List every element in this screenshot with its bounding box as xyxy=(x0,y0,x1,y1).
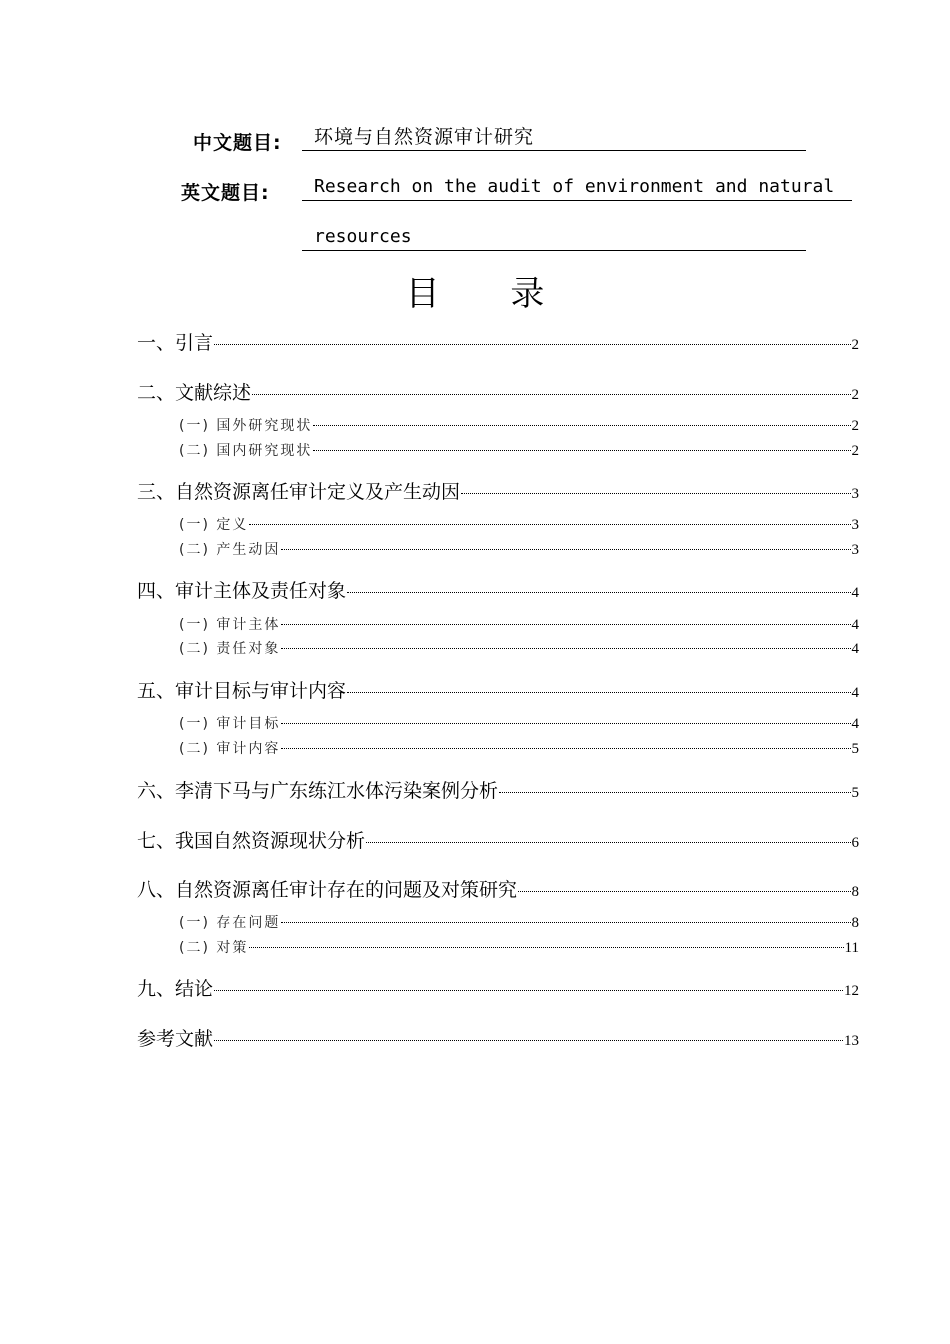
toc-entry[interactable] xyxy=(179,514,859,534)
toc-entry-text: (二) 产生动因 xyxy=(179,542,281,558)
toc-entry[interactable] xyxy=(137,477,859,504)
toc-leader xyxy=(249,524,850,525)
toc-entry-text: (二) 对策 xyxy=(179,940,249,956)
toc-entry[interactable] xyxy=(137,328,859,355)
toc-heading: 目 录 xyxy=(405,274,575,314)
toc-leader xyxy=(249,947,843,948)
toc-entry[interactable] xyxy=(179,937,859,957)
toc-entry[interactable] xyxy=(137,676,859,703)
toc-entry-text: (一) 审计目标 xyxy=(179,716,281,732)
toc-entry-page: 12 xyxy=(844,983,859,999)
toc-entry[interactable] xyxy=(179,738,859,758)
toc-entry-page: 3 xyxy=(851,517,859,533)
toc-entry[interactable] xyxy=(179,415,859,435)
toc-entry-page: 2 xyxy=(851,443,859,459)
toc-entry[interactable] xyxy=(179,713,859,733)
toc-leader xyxy=(281,549,850,550)
toc-entry[interactable] xyxy=(137,974,859,1001)
toc-leader xyxy=(499,792,850,793)
toc-entry[interactable] xyxy=(137,776,859,803)
toc-leader xyxy=(347,692,850,693)
toc-entry-page: 2 xyxy=(851,418,859,434)
toc-leader xyxy=(281,624,850,625)
en-title-label: 英文题目: xyxy=(181,182,270,204)
toc-leader xyxy=(214,990,843,991)
toc-entry-page: 5 xyxy=(851,785,859,801)
toc-entry-page: 5 xyxy=(851,741,859,757)
cn-title-label: 中文题目: xyxy=(193,132,282,154)
toc-leader xyxy=(313,425,850,426)
toc-leader xyxy=(281,748,850,749)
toc-entry-page: 13 xyxy=(844,1033,859,1049)
toc-entry-text: 五、审计目标与审计内容 xyxy=(137,680,347,702)
en-title-line1: Research on the audit of environment and natural xyxy=(302,175,852,201)
toc-entry-page: 4 xyxy=(851,685,859,701)
toc-leader xyxy=(214,1040,843,1041)
toc-entry[interactable] xyxy=(179,614,859,634)
toc-leader xyxy=(313,450,850,451)
toc-leader xyxy=(366,842,850,843)
toc-entry-page: 6 xyxy=(851,835,859,851)
toc-entry-text: (二) 国内研究现状 xyxy=(179,443,313,459)
toc-entry-text: 九、结论 xyxy=(137,978,214,1000)
toc-leader xyxy=(347,592,850,593)
toc-entry[interactable] xyxy=(137,875,859,902)
toc-leader xyxy=(518,891,850,892)
toc-entry-text: (一) 存在问题 xyxy=(179,915,281,931)
toc-entry[interactable] xyxy=(137,1024,859,1051)
toc-entry-page: 3 xyxy=(851,486,859,502)
toc-entry-page: 11 xyxy=(844,940,859,956)
toc-entry[interactable] xyxy=(137,378,859,405)
toc-entry-text: (一) 国外研究现状 xyxy=(179,418,313,434)
toc-leader xyxy=(281,723,850,724)
toc-entry[interactable] xyxy=(137,826,859,853)
toc-entry-page: 8 xyxy=(851,915,859,931)
toc-entry[interactable] xyxy=(137,576,859,603)
toc-entry-page: 4 xyxy=(851,585,859,601)
toc-leader xyxy=(252,394,850,395)
toc-entry-page: 4 xyxy=(851,617,859,633)
toc-entry-text: 四、审计主体及责任对象 xyxy=(137,580,347,602)
toc-entry[interactable] xyxy=(179,638,859,658)
toc-entry-text: 七、我国自然资源现状分析 xyxy=(137,830,366,852)
toc-entry-page: 8 xyxy=(851,884,859,900)
cn-title-value: 环境与自然资源审计研究 xyxy=(302,125,806,151)
en-title-line2: resources xyxy=(302,225,806,251)
toc-entry-text: 二、文献综述 xyxy=(137,382,252,404)
toc-leader xyxy=(461,493,850,494)
toc-leader xyxy=(214,344,850,345)
toc-entry-page: 4 xyxy=(851,716,859,732)
toc-entry-page: 3 xyxy=(851,542,859,558)
toc-entry-page: 2 xyxy=(851,337,859,353)
toc-entry-text: (一) 定义 xyxy=(179,517,249,533)
toc-entry-text: 八、自然资源离任审计存在的问题及对策研究 xyxy=(137,879,518,901)
toc-leader xyxy=(281,922,850,923)
toc-entry-text: 参考文献 xyxy=(137,1028,214,1050)
toc-entry[interactable] xyxy=(179,912,859,932)
toc-entry-text: 一、引言 xyxy=(137,332,214,354)
toc-leader xyxy=(281,648,850,649)
toc-entry-text: 三、自然资源离任审计定义及产生动因 xyxy=(137,481,461,503)
toc-entry-text: (二) 审计内容 xyxy=(179,741,281,757)
toc-entry-text: (一) 审计主体 xyxy=(179,617,281,633)
toc-entry-page: 4 xyxy=(851,641,859,657)
toc-entry-text: 六、李清下马与广东练江水体污染案例分析 xyxy=(137,780,499,802)
toc-entry[interactable] xyxy=(179,440,859,460)
toc-entry[interactable] xyxy=(179,539,859,559)
toc-entry-text: (二) 责任对象 xyxy=(179,641,281,657)
toc-entry-page: 2 xyxy=(851,387,859,403)
